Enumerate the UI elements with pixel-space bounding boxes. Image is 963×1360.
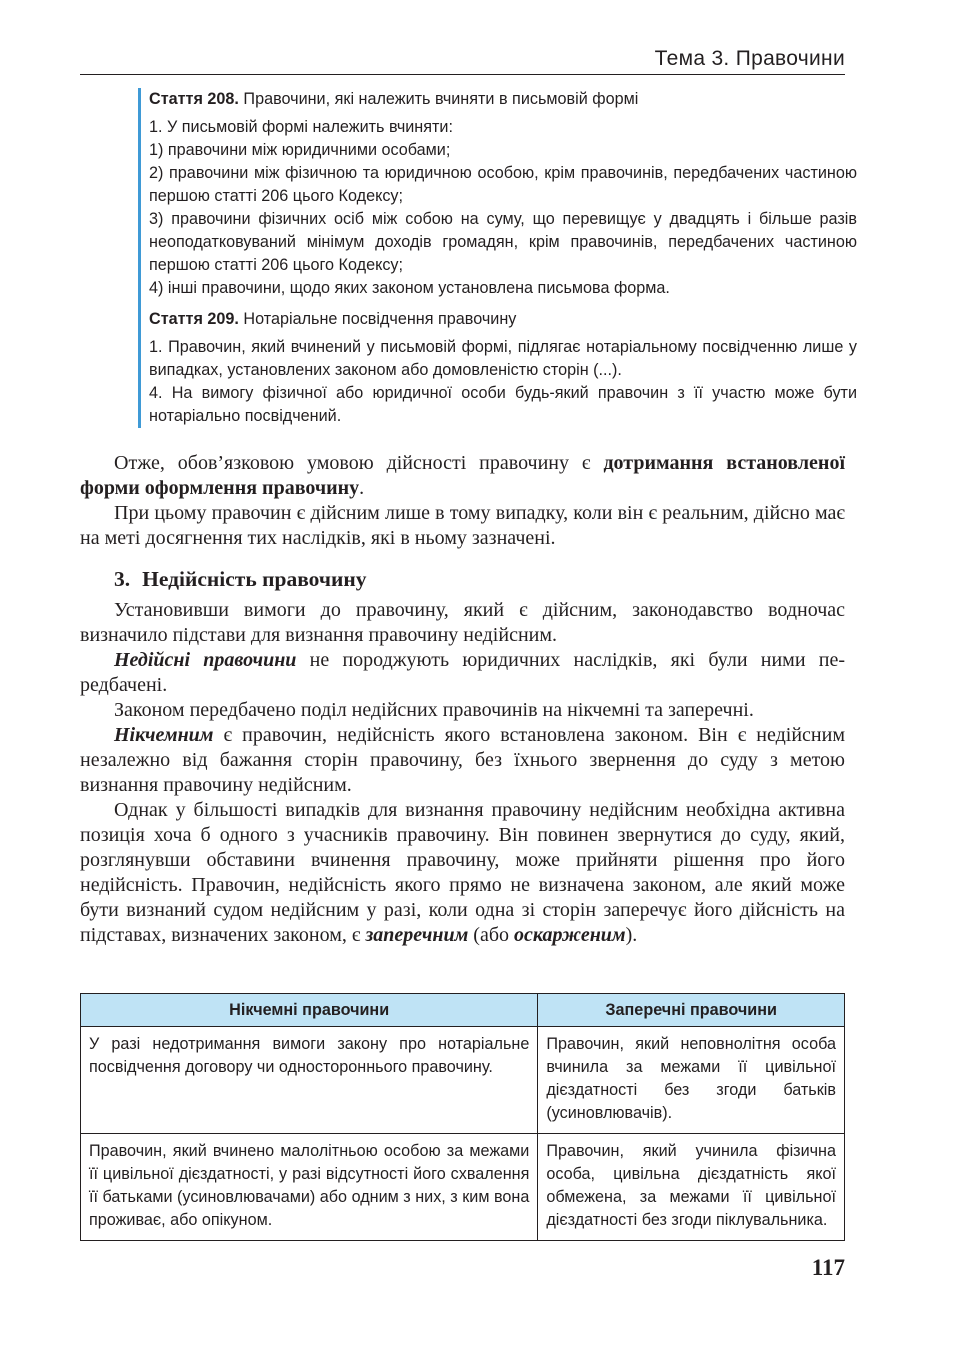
article-body [149, 116, 857, 300]
article-208 [149, 88, 857, 300]
paragraph [80, 798, 845, 948]
page-number: 117 [811, 1255, 845, 1280]
table-row [81, 1134, 845, 1241]
column-header: Нікчемні правочини [81, 994, 538, 1027]
term-void: Нікчемним [114, 724, 214, 746]
term-voidable: заперечним [365, 924, 469, 946]
article-line: 1) правочини між юридичними особами; [149, 141, 451, 159]
section-heading [114, 567, 845, 592]
table-cell: Правочин, який учинила фізична особа, цивільна дієздатність якої обмежена, за межами її цивільної дієздатності без згоди піклувальника. [538, 1134, 845, 1241]
comparison-table [80, 993, 845, 1241]
article-line: 4) інші правочини, щодо яких законом установлена письмова форма. [149, 279, 670, 297]
table-cell: У разі недотримання вимоги закону про нотаріальне посвідчення договору чи одностороннього правочину. [81, 1027, 538, 1134]
bold-term: дотримання встановленої форми оформлення правочину [80, 452, 846, 499]
article-line: 4. На вимогу фізичної або юридичної особи будь-який правочин з її участю може бути нотаріально посвідчений. [149, 384, 857, 425]
text-run: не породжують юридичних наслідків, які були ними передбачені. [80, 649, 845, 696]
column-header: Заперечні правочини [538, 994, 845, 1027]
page-header [80, 46, 845, 75]
text-run: Отже, обов’язковою умовою дійсності правочину є [114, 452, 604, 474]
article-title: Правочини, які належить вчиняти в письмовій формі [238, 90, 639, 108]
paragraph [80, 451, 845, 501]
article-line: 2) правочини між фізичною та юридичною особою, крім правочинів, передбачених частиною першою статті 206 цього Кодексу; [149, 164, 857, 205]
main-text [80, 451, 845, 948]
paragraph: Установивши вимоги до правочину, який є дійсним, законодавство водночас визначило підстави для визнання правочину недійсним. [80, 599, 845, 646]
paragraph: При цьому правочин є дійсним лише в тому випадку, коли він є реальним, дійсно має на меті досягнення тих наслідків, які в ньому зазначені. [80, 502, 845, 549]
text-run: ). [625, 924, 638, 946]
text-run: є правочин, недійсність якого встановлена законом. Він є недійсним незалежно від бажання сторін правочину, без їхнього звернення до суду з метою визнання правочину недійсним. [80, 724, 845, 796]
paragraph: Законом передбачено поділ недійсних правочинів на нікчемні та заперечні. [114, 699, 754, 721]
term-contested: оскарженим [514, 924, 626, 946]
text-run: . [359, 477, 365, 499]
law-excerpt-block [138, 88, 857, 428]
article-line: 1. Правочин, який вчинений у письмовій формі, підлягає нотаріальному посвідченню лише у випадках, установлених законом або домовленістю сторін (...). [149, 338, 857, 379]
article-heading [149, 88, 857, 111]
article-body [149, 336, 857, 428]
article-title: Нотаріальне посвідчення правочину [238, 310, 517, 328]
article-number: Стаття 209. [149, 310, 239, 328]
table-cell: Правочин, який вчинено малолітньою особою за межами її цивільної дієздатності, у разі відсутності його схвалення її батьками (усиновлювачами) або одним з них, з ким вона проживає, або опікуном. [81, 1134, 538, 1241]
article-209 [149, 308, 857, 428]
table-row [81, 1027, 845, 1134]
article-line: 1. У письмовій формі належить вчиняти: [149, 118, 453, 136]
article-line: 3) правочини фізичних осіб між собою на суму, що перевищує у двадцять і більше разів неоподатковуваний мінімум доходів громадян, крім правочинів, передбачених частиною першою статті 206 цього Кодексу; [149, 210, 857, 274]
article-heading [149, 308, 857, 331]
text-run: Однак у більшості випадків для визнання правочину недійсним необхідна активна позиція хоча б одного з учасників правочину. Він повинен звернутися до суду, який, розглянувши обставини вчинення правочину, може прийняти рішення про його недійсність. Правочин, недійсність якого прямо не визначена законом, але який може бути визнаний судом недійсним у разі, коли одна зі сторін заперечує його дійсність на підставах, визначених законом, є [80, 799, 845, 946]
paragraph [80, 723, 845, 798]
term-invalid-deals: Недійсні правочини [114, 649, 297, 671]
paragraph [80, 648, 845, 698]
table-cell: Правочин, який неповнолітня особа вчинила за межами її цивільної дієздатності без згоди батьків (усиновлювачів). [538, 1027, 845, 1134]
table-header-row [81, 994, 845, 1027]
text-run: (або [468, 924, 515, 946]
section-number: 3. [114, 567, 131, 591]
section-title: Недійсність правочину [142, 567, 367, 591]
topic-title: Тема 3. Правочини [654, 47, 845, 70]
article-number: Стаття 208. [149, 90, 239, 108]
